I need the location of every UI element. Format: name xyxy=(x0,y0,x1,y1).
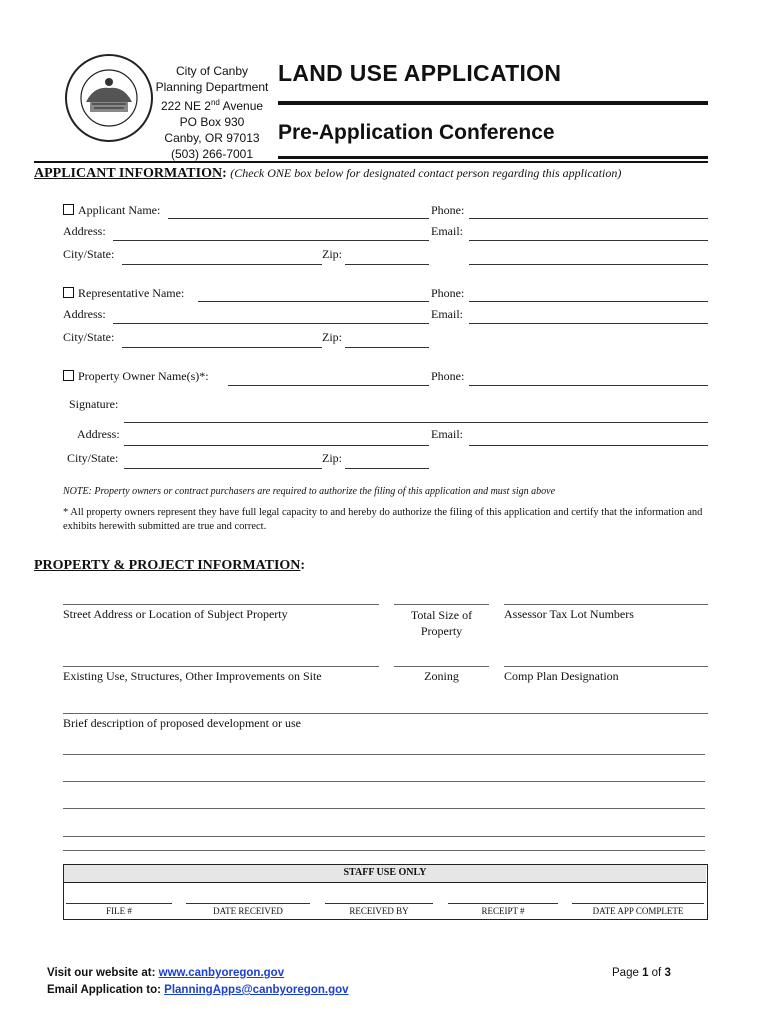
brief-description-label: Brief description of proposed development or use xyxy=(63,716,301,730)
owner-checkbox[interactable] xyxy=(63,370,74,381)
owner-address-field[interactable] xyxy=(124,445,429,446)
applicant-zip-label: Zip: xyxy=(322,247,342,261)
staff-use-title: STAFF USE ONLY xyxy=(343,867,427,878)
total-size-field[interactable] xyxy=(394,604,489,605)
representative-address-label: Address: xyxy=(63,307,106,321)
address-line-city: City of Canby xyxy=(175,64,249,78)
owner-zip-label: Zip: xyxy=(322,451,342,465)
street-address-label: Street Address or Location of Subject Property xyxy=(63,607,288,621)
footer-email-row: Email Application to: PlanningApps@canbyoregon.gov xyxy=(47,984,349,996)
representative-email-label: Email: xyxy=(431,307,463,321)
applicant-phone-label: Phone: xyxy=(431,203,465,217)
staff-receipt-field[interactable] xyxy=(448,903,558,904)
address-line-pobox: PO Box 930 xyxy=(179,115,245,129)
applicant-email-label: Email: xyxy=(431,224,463,238)
page-number: Page 1 of 3 xyxy=(612,967,671,979)
staff-received-by-label: RECEIVED BY xyxy=(349,906,409,916)
brief-description-top-rule xyxy=(63,713,708,714)
address-line-street: 222 NE 2nd Avenue xyxy=(160,98,264,113)
brief-description-line-5[interactable] xyxy=(63,850,705,851)
address-line-phone: (503) 266-7001 xyxy=(170,147,254,161)
subtitle-rule xyxy=(278,156,708,159)
comp-plan-field[interactable] xyxy=(504,666,708,667)
applicant-email-field[interactable] xyxy=(469,240,708,241)
zoning-field[interactable] xyxy=(394,666,489,667)
owner-email-label: Email: xyxy=(431,427,463,441)
staff-date-complete-label: DATE APP COMPLETE xyxy=(592,906,684,916)
comp-plan-label: Comp Plan Designation xyxy=(504,669,619,683)
staff-date-received-label: DATE RECEIVED xyxy=(213,906,283,916)
page-subtitle: Pre-Application Conference xyxy=(278,121,555,144)
website-link[interactable]: www.canbyoregon.gov xyxy=(158,967,285,979)
representative-citystate-label: City/State: xyxy=(63,330,115,344)
representative-citystate-field[interactable] xyxy=(122,347,322,348)
applicant-extra-field[interactable] xyxy=(469,264,708,265)
applicant-citystate-label: City/State: xyxy=(63,247,115,261)
address-line-department: Planning Department xyxy=(155,80,269,94)
owner-note: NOTE: Property owners or contract purchasers are required to authorize the filing of this application and must sign above xyxy=(63,486,556,497)
existing-use-label: Existing Use, Structures, Other Improvements on Site xyxy=(63,669,322,683)
zoning-label: Zoning xyxy=(424,669,459,683)
applicant-instruction: (Check ONE box below for designated contact person regarding this application) xyxy=(230,166,622,180)
total-size-label: Total Size of Property xyxy=(410,608,473,638)
footer-website-label: Visit our website at: xyxy=(47,967,156,979)
representative-zip-field[interactable] xyxy=(345,347,429,348)
footer-website-row xyxy=(47,967,284,979)
owner-phone-field[interactable] xyxy=(469,385,708,386)
address-line-citystate: Canby, OR 97013 xyxy=(164,131,260,145)
owner-signature-field[interactable] xyxy=(124,422,708,423)
applicant-section-heading: APPLICANT INFORMATION: (Check ONE box below for designated contact person regarding this application) xyxy=(34,166,622,181)
staff-received-by-field[interactable] xyxy=(325,903,433,904)
owner-name-field[interactable] xyxy=(228,385,429,386)
page-title: LAND USE APPLICATION xyxy=(278,60,562,86)
applicant-citystate-field[interactable] xyxy=(122,264,322,265)
owner-name-label[interactable]: Property Owner Name(s)*: xyxy=(63,369,209,384)
staff-file-field[interactable] xyxy=(66,903,172,904)
applicant-phone-field[interactable] xyxy=(469,218,708,219)
city-seal-logo xyxy=(64,52,154,144)
representative-zip-label: Zip: xyxy=(322,330,342,344)
existing-use-field[interactable] xyxy=(63,666,379,667)
tax-lot-label: Assessor Tax Lot Numbers xyxy=(504,607,634,621)
staff-receipt-label: RECEIPT # xyxy=(481,906,525,916)
staff-date-complete-field[interactable] xyxy=(572,903,704,904)
representative-name-label[interactable]: Representative Name: xyxy=(63,286,184,301)
representative-email-field[interactable] xyxy=(469,323,708,324)
owner-citystate-label: City/State: xyxy=(67,451,119,465)
street-address-field[interactable] xyxy=(63,604,379,605)
staff-date-received-field[interactable] xyxy=(186,903,310,904)
applicant-name-field[interactable] xyxy=(168,218,429,219)
representative-phone-label: Phone: xyxy=(431,286,465,300)
owner-zip-field[interactable] xyxy=(345,468,429,469)
owner-address-label: Address: xyxy=(77,427,120,441)
applicant-address-field[interactable] xyxy=(113,240,429,241)
title-rule xyxy=(278,101,708,105)
representative-checkbox[interactable] xyxy=(63,287,74,298)
brief-description-line-1[interactable] xyxy=(63,754,705,755)
footer-email-label: Email Application to xyxy=(47,984,158,996)
department-address-block xyxy=(152,63,272,162)
applicant-zip-field[interactable] xyxy=(345,264,429,265)
representative-phone-field[interactable] xyxy=(469,301,708,302)
brief-description-line-3[interactable] xyxy=(63,808,705,809)
applicant-address-label: Address: xyxy=(63,224,106,238)
applicant-name-label[interactable]: Applicant Name: xyxy=(63,203,160,218)
owner-signature-label: Signature: xyxy=(69,397,119,411)
owner-phone-label: Phone: xyxy=(431,369,465,383)
email-link[interactable]: PlanningApps@canbyoregon.gov xyxy=(164,984,349,996)
header-rule xyxy=(34,161,708,163)
representative-address-field[interactable] xyxy=(113,323,429,324)
tax-lot-field[interactable] xyxy=(504,604,708,605)
owner-citystate-field[interactable] xyxy=(124,468,322,469)
owner-email-field[interactable] xyxy=(469,445,708,446)
brief-description-line-2[interactable] xyxy=(63,781,705,782)
owner-certification: * All property owners represent they have full legal capacity to and hereby do authorize the filing of this application and certify that the information and exhibits herewith submitted are true and correct. xyxy=(63,507,703,532)
representative-name-field[interactable] xyxy=(198,301,429,302)
brief-description-line-4[interactable] xyxy=(63,836,705,837)
staff-file-label: FILE # xyxy=(106,906,132,916)
property-section-heading: PROPERTY & PROJECT INFORMATION: xyxy=(34,558,306,573)
applicant-checkbox[interactable] xyxy=(63,204,74,215)
